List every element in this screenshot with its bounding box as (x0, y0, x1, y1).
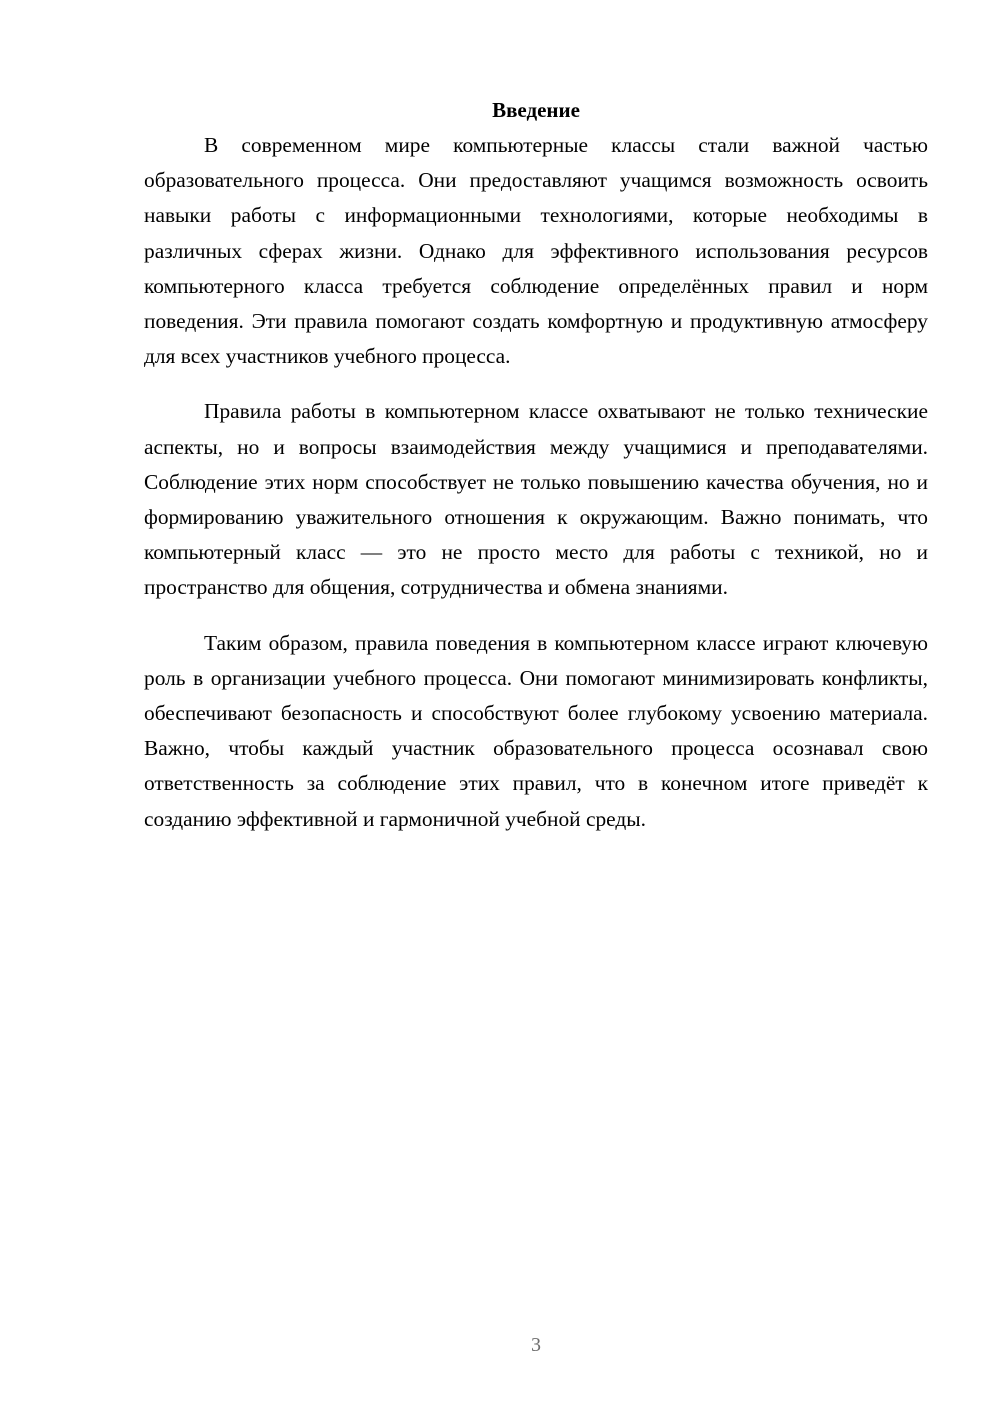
page-number: 3 (531, 1334, 541, 1356)
paragraph-3: Таким образом, правила поведения в компьютерном классе играют ключевую роль в организации учебного процесса. Они помогают минимизировать конфликты, обеспечивают безопасность и способствуют более глубокому усвоению материала. Важно, чтобы каждый участник образовательного процесса осознавал свою ответственность за соблюдение этих правил, что в конечном итоге приведёт к созданию эффективной и гармоничной учебной среды. (144, 630, 928, 831)
paragraph-1: В современном мире компьютерные классы стали важной частью образовательного процесса. Они предоставляют учащимся возможность освоить навыки работы с информационными технологиями, которые необходимы в различных сферах жизни. Однако для эффективного использования ресурсов компьютерного класса требуется соблюдение определённых правил и норм поведения. Эти правила помогают создать комфортную и продуктивную атмосферу для всех участников учебного процесса. (144, 133, 928, 369)
page-content (144, 94, 928, 837)
section-heading: Введение (492, 98, 580, 122)
paragraph-2: Правила работы в компьютерном классе охватывают не только технические аспекты, но и вопросы взаимодействия между учащимися и преподавателями. Соблюдение этих норм способствует не только повышению качества обучения, но и формированию уважительного отношения к окружающим. Важно понимать, что компьютерный класс — это не просто место для работы с техникой, но и пространство для общения, сотрудничества и обмена знаниями. (144, 399, 928, 600)
